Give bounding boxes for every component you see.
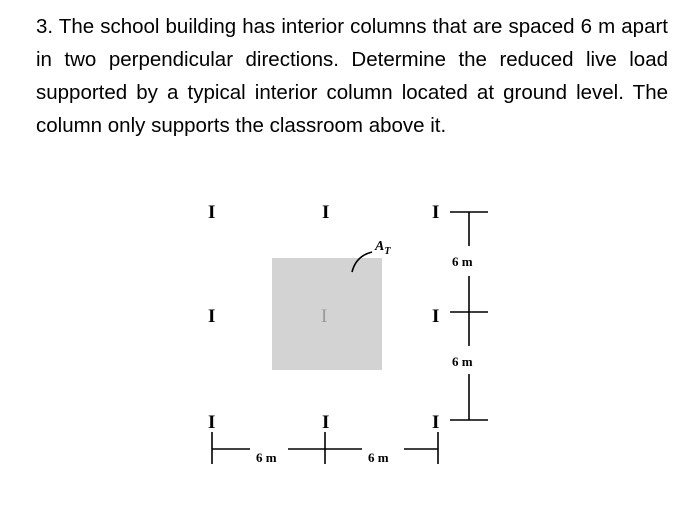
horizontal-dimension-left: 6 m xyxy=(256,450,277,465)
column-bottom-middle: I xyxy=(322,412,330,433)
tributary-area-label xyxy=(374,239,391,257)
column-top-left: I xyxy=(208,202,216,223)
vertical-dimension-top: 6 m xyxy=(452,254,473,269)
vertical-dimension-line xyxy=(450,212,488,420)
area-label-subscript: T xyxy=(384,246,391,257)
column-top-middle: I xyxy=(322,202,330,223)
horizontal-dimension-right: 6 m xyxy=(368,450,389,465)
column-middle-right: I xyxy=(432,306,440,327)
column-bottom-left: I xyxy=(208,412,216,433)
column-interior: I xyxy=(321,306,328,327)
vertical-dimension-bottom: 6 m xyxy=(452,354,473,369)
problem-statement: 3. The school building has interior columns that are spaced 6 m apart in two perpendicular directions. Determine the reduced live load supported by a typical interior column located at ground level. The column only supports the classroom above it. xyxy=(36,15,668,137)
column-bottom-right: I xyxy=(432,412,440,433)
column-middle-left: I xyxy=(208,306,216,327)
horizontal-dimension-line xyxy=(212,432,438,464)
area-label-letter: A xyxy=(375,239,385,254)
column-top-right: I xyxy=(432,202,440,223)
